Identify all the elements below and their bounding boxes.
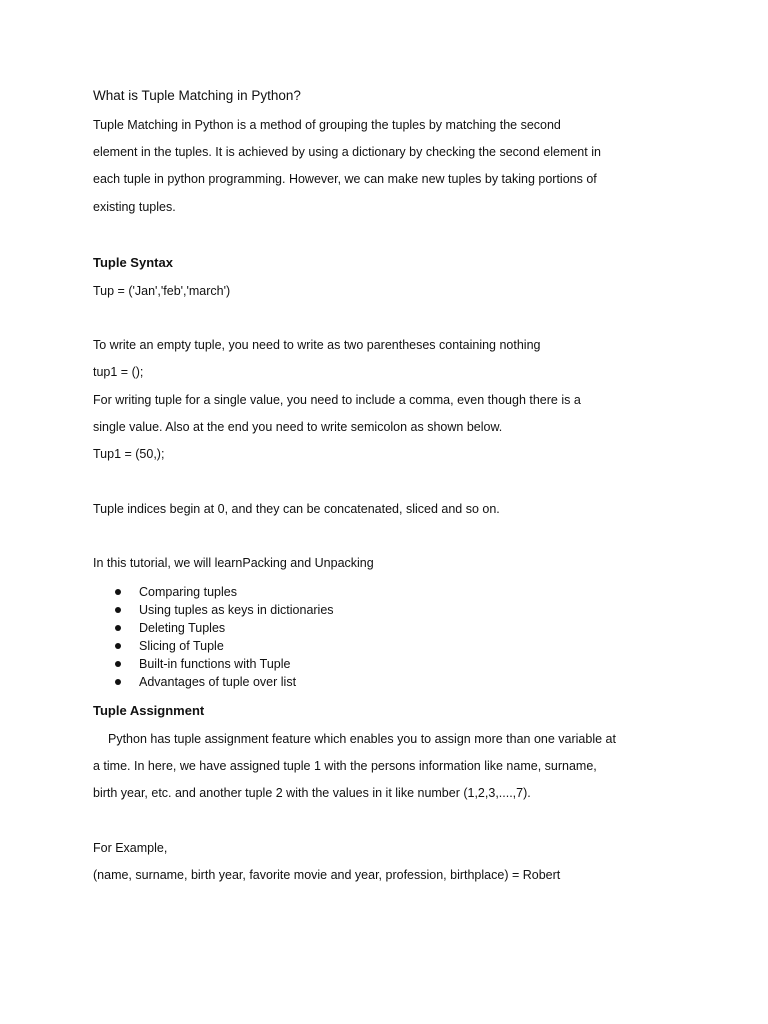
intro-line-3: each tuple in python programming. However, we can make new tuples by taking portions of: [93, 172, 597, 186]
single-value-code: Tup1 = (50,);: [93, 447, 165, 461]
example-line: (name, surname, birth year, favorite movie and year, profession, birthplace) = Robert: [93, 868, 561, 882]
assignment-heading: Tuple Assignment: [93, 703, 205, 718]
single-value-text-2: single value. Also at the end you need to write semicolon as shown below.: [93, 420, 503, 434]
intro-line-4: existing tuples.: [93, 200, 176, 214]
indices-text: Tuple indices begin at 0, and they can be concatenated, sliced and so on.: [93, 502, 500, 516]
tutorial-intro: In this tutorial, we will learnPacking and Unpacking: [93, 556, 374, 570]
topic-label: Built-in functions with Tuple: [139, 657, 291, 671]
list-item: [93, 583, 334, 601]
topic-label: Deleting Tuples: [139, 621, 226, 635]
intro-line-1: Tuple Matching in Python is a method of grouping the tuples by matching the second: [93, 118, 561, 132]
topic-label: Comparing tuples: [139, 585, 237, 599]
intro-line-2: element in the tuples. It is achieved by using a dictionary by checking the second element in: [93, 145, 601, 159]
topic-label: Advantages of tuple over list: [139, 675, 297, 689]
list-item: [93, 619, 334, 637]
topic-label: Using tuples as keys in dictionaries: [139, 603, 334, 617]
topic-label: Slicing of Tuple: [139, 639, 224, 653]
assignment-line-3: birth year, etc. and another tuple 2 with the values in it like number (1,2,3,....,7).: [93, 786, 531, 800]
syntax-example: Tup = ('Jan','feb','march'): [93, 284, 231, 298]
assignment-line-1: Python has tuple assignment feature which enables you to assign more than one variable at: [108, 732, 616, 746]
topic-list: [93, 583, 334, 691]
syntax-heading: Tuple Syntax: [93, 255, 173, 270]
empty-tuple-text: To write an empty tuple, you need to write as two parentheses containing nothing: [93, 338, 541, 352]
assignment-line-2: a time. In here, we have assigned tuple 1 with the persons information like name, surname,: [93, 759, 597, 773]
bullet-icon: [115, 625, 121, 631]
bullet-icon: [115, 679, 121, 685]
list-item: [93, 637, 334, 655]
list-item: [93, 601, 334, 619]
list-item: [93, 673, 334, 691]
single-value-text-1: For writing tuple for a single value, you need to include a comma, even though there is a: [93, 393, 581, 407]
list-item: [93, 655, 334, 673]
bullet-icon: [115, 589, 121, 595]
bullet-icon: [115, 661, 121, 667]
bullet-icon: [115, 607, 121, 613]
empty-tuple-code: tup1 = ();: [93, 365, 144, 379]
page-title: What is Tuple Matching in Python?: [93, 88, 301, 103]
bullet-icon: [115, 643, 121, 649]
example-label: For Example,: [93, 841, 168, 855]
